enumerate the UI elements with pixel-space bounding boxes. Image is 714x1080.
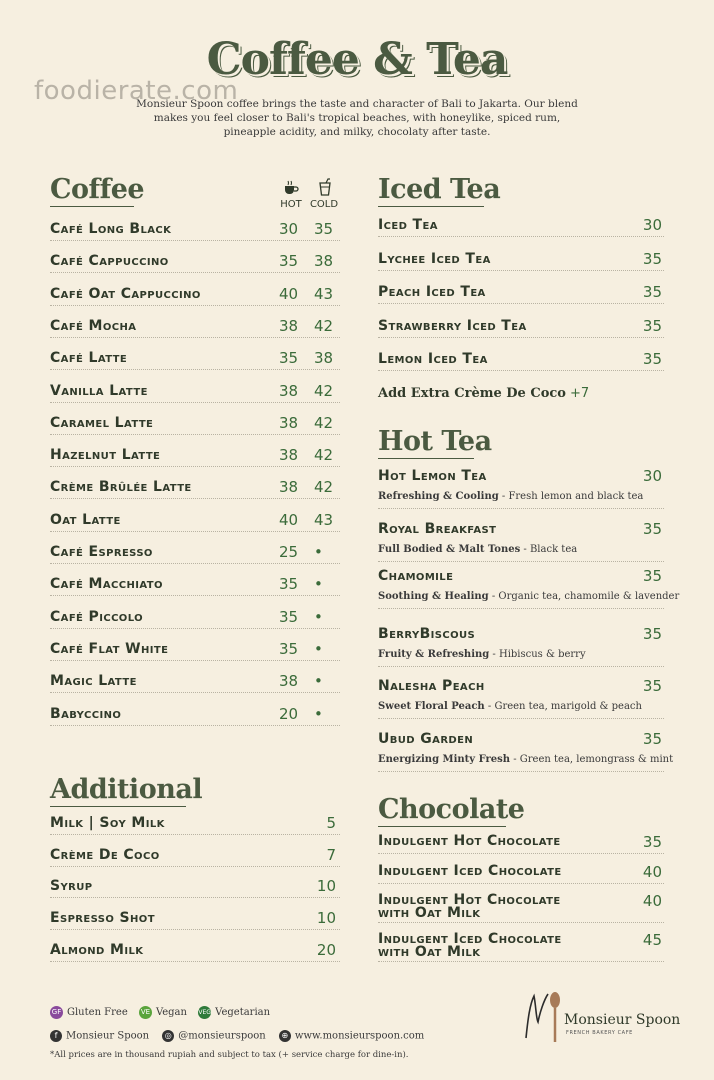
item-name: Babyccino xyxy=(50,706,122,722)
item-name: Ubud Garden xyxy=(378,731,474,747)
hot-price: 40 xyxy=(279,285,299,303)
hot-tea-item-row xyxy=(378,565,680,609)
cold-price: 42 xyxy=(314,478,334,496)
cold-price: 43 xyxy=(314,511,334,529)
iced-tea-section-title: Iced Tea xyxy=(378,174,501,205)
vegan-label: Vegan xyxy=(155,1007,187,1018)
description-highlight: Sweet Floral Peach xyxy=(378,701,485,712)
hot-price: 38 xyxy=(279,672,299,690)
item-description xyxy=(378,544,577,555)
item-name: Indulgent Iced Chocolate xyxy=(378,863,562,879)
cold-price: 42 xyxy=(314,317,334,335)
hot-price: 35 xyxy=(279,575,299,593)
item-price: 5 xyxy=(326,814,336,832)
hot-price: 25 xyxy=(279,543,299,561)
item-price: 20 xyxy=(316,941,336,959)
coffee-item-row xyxy=(50,669,340,693)
item-name: Espresso Shot xyxy=(50,910,155,926)
extra-label: Add Extra Crème De Coco xyxy=(378,386,566,401)
additional-item-row xyxy=(50,906,340,930)
item-price: 35 xyxy=(642,677,662,695)
cold-price: 43 xyxy=(314,285,334,303)
cold-price: • xyxy=(314,543,323,561)
coffee-item-row xyxy=(50,475,340,499)
hot-price: 35 xyxy=(279,252,299,270)
item-price: 35 xyxy=(642,833,662,851)
hot-price: 35 xyxy=(279,608,299,626)
description-text: - Black tea xyxy=(520,544,578,555)
cold-price: • xyxy=(314,705,323,723)
hot-price: 38 xyxy=(279,317,299,335)
item-name: Café Latte xyxy=(50,350,128,366)
page-title: Coffee & Tea xyxy=(206,34,508,85)
item-name: Peach Iced Tea xyxy=(378,284,486,300)
item-name: Magic Latte xyxy=(50,673,137,689)
item-name: Lychee Iced Tea xyxy=(378,251,491,267)
description-text: - Organic tea, chamomile & lavender xyxy=(488,591,680,602)
coffee-item-row xyxy=(50,605,340,629)
vegetarian-icon: VEG xyxy=(198,1006,211,1019)
additional-item-row xyxy=(50,874,340,898)
hot-price: 38 xyxy=(279,414,299,432)
additional-item-row xyxy=(50,843,340,867)
chocolate-item-row xyxy=(378,861,664,884)
item-name: Café Flat White xyxy=(50,641,169,657)
hot-price: 38 xyxy=(279,478,299,496)
price-note: *All prices are in thousand rupiah and subject to tax (+ service charge for dine-in). xyxy=(50,1050,409,1060)
item-price: 30 xyxy=(642,216,662,234)
hot-price: 35 xyxy=(279,640,299,658)
facebook-link[interactable]: Monsieur Spoon xyxy=(66,1030,150,1042)
instagram-link[interactable]: @monsieurspoon xyxy=(178,1030,266,1042)
iced-tea-item-row xyxy=(378,347,664,371)
web-icon: ⊕ xyxy=(279,1030,291,1042)
description-highlight: Fruity & Refreshing xyxy=(378,649,490,660)
website-link[interactable]: www.monsieurspoon.com xyxy=(294,1030,425,1042)
cold-price: • xyxy=(314,575,323,593)
gluten-free-icon: GF xyxy=(50,1006,63,1019)
item-name: Milk | Soy Milk xyxy=(50,815,165,831)
item-name: Café Cappuccino xyxy=(50,253,169,269)
cold-column-header: COLD xyxy=(309,199,339,210)
coffee-item-row xyxy=(50,443,340,467)
item-price: 35 xyxy=(642,317,662,335)
item-name: Syrup xyxy=(50,878,93,894)
item-name: Hazelnut Latte xyxy=(50,447,161,463)
vegan-icon: VE xyxy=(139,1006,152,1019)
item-price: 40 xyxy=(642,863,662,881)
instagram-icon: ◎ xyxy=(162,1030,174,1042)
item-name: BerryBiscous xyxy=(378,626,476,642)
coffee-item-row xyxy=(50,540,340,564)
item-price: 35 xyxy=(642,350,662,368)
spoon-logo-icon xyxy=(520,988,564,1046)
extra-creme-de-coco xyxy=(378,386,589,401)
coffee-section-title: Coffee xyxy=(50,174,145,205)
cold-price: 42 xyxy=(314,382,334,400)
hot-tea-section-title: Hot Tea xyxy=(378,426,492,457)
item-price: 30 xyxy=(642,467,662,485)
item-name-line2: with Oat Milk xyxy=(378,905,481,921)
item-name: Café Macchiato xyxy=(50,576,163,592)
additional-section-title: Additional xyxy=(50,774,203,805)
chocolate-section-title: Chocolate xyxy=(378,794,525,825)
iced-tea-item-row xyxy=(378,247,664,271)
hot-tea-item-row xyxy=(378,728,674,772)
social-links xyxy=(50,1030,424,1042)
item-name: Vanilla Latte xyxy=(50,383,148,399)
hot-price: 40 xyxy=(279,511,299,529)
item-price: 35 xyxy=(642,520,662,538)
additional-item-row xyxy=(50,811,340,835)
brand-subtitle: FRENCH BAKERY CAFE xyxy=(566,1030,633,1036)
item-name: Nalesha Peach xyxy=(378,678,485,694)
coffee-item-row xyxy=(50,314,340,338)
cold-price: • xyxy=(314,608,323,626)
item-name: Café Piccolo xyxy=(50,609,144,625)
cold-price: • xyxy=(314,640,323,658)
item-price: 10 xyxy=(316,909,336,927)
item-name: Caramel Latte xyxy=(50,415,154,431)
item-name: Café Mocha xyxy=(50,318,137,334)
item-name: Indulgent Iced Chocolate xyxy=(378,931,562,947)
coffee-item-row xyxy=(50,411,340,435)
hot-cup-icon xyxy=(283,180,299,196)
cold-price: 38 xyxy=(314,252,334,270)
brand-name: Monsieur Spoon xyxy=(564,1012,681,1028)
hot-tea-item-row xyxy=(378,623,664,667)
item-price: 35 xyxy=(642,283,662,301)
item-name: Strawberry Iced Tea xyxy=(378,318,527,334)
additional-item-row xyxy=(50,938,340,962)
item-price: 7 xyxy=(326,846,336,864)
item-name: Chamomile xyxy=(378,568,454,584)
item-price: 45 xyxy=(642,931,662,949)
item-description xyxy=(378,701,642,712)
iced-tea-item-row xyxy=(378,314,664,338)
item-name: Indulgent Hot Chocolate xyxy=(378,833,561,849)
item-name: Indulgent Hot Chocolate xyxy=(378,892,561,908)
item-name: Almond Milk xyxy=(50,942,144,958)
facebook-icon: f xyxy=(50,1030,62,1042)
item-name: Café Long Black xyxy=(50,221,172,237)
iced-tea-item-row xyxy=(378,280,664,304)
item-name: Crème De Coco xyxy=(50,847,160,863)
chocolate-item-row xyxy=(378,831,664,854)
item-name-line2: with Oat Milk xyxy=(378,944,481,960)
cold-price: 35 xyxy=(314,220,334,238)
coffee-item-row xyxy=(50,637,340,661)
item-name: Café Espresso xyxy=(50,544,153,560)
item-price: 40 xyxy=(642,892,662,910)
extra-price: +7 xyxy=(569,386,590,401)
item-description xyxy=(378,591,679,602)
dietary-legend xyxy=(50,1006,270,1019)
description-highlight: Refreshing & Cooling xyxy=(378,491,499,502)
item-price: 35 xyxy=(642,567,662,585)
hot-tea-item-row xyxy=(378,518,664,562)
cold-price: 38 xyxy=(314,349,334,367)
cold-cup-icon xyxy=(318,178,332,196)
item-price: 35 xyxy=(642,250,662,268)
hot-price: 35 xyxy=(279,349,299,367)
description-text: - Fresh lemon and black tea xyxy=(498,491,644,502)
hot-price: 20 xyxy=(279,705,299,723)
gluten-free-label: Gluten Free xyxy=(67,1007,128,1018)
chocolate-item-row xyxy=(378,890,664,923)
item-price: 35 xyxy=(642,625,662,643)
item-name: Iced Tea xyxy=(378,217,438,233)
hot-price: 38 xyxy=(279,446,299,464)
coffee-item-row xyxy=(50,249,340,273)
description-highlight: Full Bodied & Malt Tones xyxy=(378,544,521,555)
item-name: Crème Brûlée Latte xyxy=(50,479,192,495)
item-price: 10 xyxy=(316,877,336,895)
coffee-item-row xyxy=(50,508,340,532)
item-description xyxy=(378,491,643,502)
item-name: Lemon Iced Tea xyxy=(378,351,488,367)
description-text: - Green tea, marigold & peach xyxy=(484,701,642,712)
item-name: Café Oat Cappuccino xyxy=(50,286,201,302)
description-text: - Green tea, lemongrass & mint xyxy=(510,754,674,765)
hot-column-header: HOT xyxy=(280,199,302,210)
hot-tea-item-row xyxy=(378,465,664,509)
coffee-item-row xyxy=(50,282,340,306)
chocolate-item-row xyxy=(378,929,664,962)
watermark: foodierate.com xyxy=(34,76,239,106)
hot-price: 38 xyxy=(279,382,299,400)
item-price: 35 xyxy=(642,730,662,748)
description-highlight: Soothing & Healing xyxy=(378,591,489,602)
cold-price: • xyxy=(314,672,323,690)
item-name: Royal Breakfast xyxy=(378,521,497,537)
description-highlight: Energizing Minty Fresh xyxy=(378,754,511,765)
intro-text: Monsieur Spoon coffee brings the taste and character of Bali to Jakarta. Our blend makes you feel closer to Bali's tropical beaches, with honeylike, spiced rum, pineapple acidity, and milky, chocolaty after taste. xyxy=(136,98,578,138)
item-description xyxy=(378,649,586,660)
brand-logo xyxy=(520,988,681,1050)
coffee-item-row xyxy=(50,346,340,370)
iced-tea-item-row xyxy=(378,213,664,237)
hot-price: 30 xyxy=(279,220,299,238)
coffee-item-row xyxy=(50,217,340,241)
cold-price: 42 xyxy=(314,414,334,432)
coffee-item-row xyxy=(50,572,340,596)
item-name: Oat Latte xyxy=(50,512,121,528)
coffee-item-row xyxy=(50,379,340,403)
vegetarian-label: Vegetarian xyxy=(215,1007,271,1018)
hot-tea-item-row xyxy=(378,675,664,719)
item-name: Hot Lemon Tea xyxy=(378,468,487,484)
coffee-item-row xyxy=(50,702,340,726)
cold-price: 42 xyxy=(314,446,334,464)
item-description xyxy=(378,754,673,765)
description-text: - Hibiscus & berry xyxy=(489,649,586,660)
